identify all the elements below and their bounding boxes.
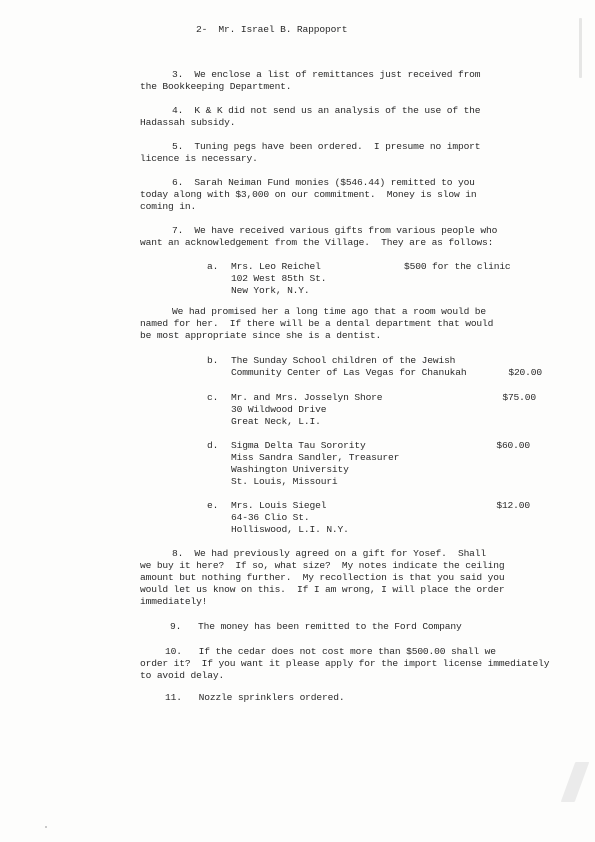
item-9: 9. The money has been remitted to the Ford Company (170, 621, 462, 632)
gift-a-line-3: New York, N.Y. (231, 285, 310, 296)
gift-a-note-line-2: named for her. If there will be a dental department that would (140, 318, 494, 329)
gift-a-line-2: 102 West 85th St. (231, 273, 327, 284)
item-5-line-2: licence is necessary. (140, 153, 258, 164)
item-6-line-2: today along with $3,000 on our commitment. Money is slow in (140, 189, 477, 200)
gift-b-amount: $20.00 (508, 367, 542, 378)
gift-a-amount: $500 for the clinic (404, 261, 511, 272)
gift-c-line-2: 30 Wildwood Drive (231, 404, 327, 415)
item-10-line-2: order it? If you want it please apply for the import license immediately (140, 658, 550, 669)
item-7-line-2: want an acknowledgement from the Village. They are as follows: (140, 237, 494, 248)
gift-d-line-2: Miss Sandra Sandler, Treasurer (231, 452, 400, 463)
gift-a-letter: a. (207, 261, 219, 272)
gift-e-line-3: Holliswood, L.I. N.Y. (231, 524, 349, 535)
item-8-line-4: would let us know on this. If I am wrong, I will place the order (140, 584, 505, 595)
gift-a-line-1: Mrs. Leo Reichel (231, 261, 321, 272)
gift-e-line-1: Mrs. Louis Siegel (231, 500, 327, 511)
item-3-line-2: the Bookkeeping Department. (140, 81, 292, 92)
gift-d-line-4: St. Louis, Missouri (231, 476, 338, 487)
gift-e-line-2: 64-36 Clio St. (231, 512, 310, 523)
gift-d-line-3: Washington University (231, 464, 349, 475)
gift-c-line-3: Great Neck, L.I. (231, 416, 321, 427)
gift-c-letter: c. (207, 392, 219, 403)
gift-a-note-line-1: We had promised her a long time ago that a room would be (172, 306, 487, 317)
item-5-line-1: 5. Tuning pegs have been ordered. I presume no import (172, 141, 481, 152)
gift-d-line-1: Sigma Delta Tau Sorority (231, 440, 366, 451)
gift-c-amount: $75.00 (502, 392, 536, 403)
item-8-line-1: 8. We had previously agreed on a gift for Yosef. Shall (172, 548, 487, 559)
item-8-line-3: amount but nothing further. My recollection is that you said you (140, 572, 505, 583)
item-4-line-2: Hadassah subsidy. (140, 117, 236, 128)
gift-b-letter: b. (207, 355, 219, 366)
gift-a-note-line-3: be most appropriate since she is a dentist. (140, 330, 382, 341)
page-header: 2- Mr. Israel B. Rappoport (196, 24, 348, 35)
scan-dot (45, 826, 47, 828)
item-10-line-3: to avoid delay. (140, 670, 225, 681)
scan-corner-mark (561, 762, 590, 802)
item-6-line-1: 6. Sarah Neiman Fund monies ($546.44) remitted to you (172, 177, 475, 188)
item-8-line-5: immediately! (140, 596, 208, 607)
item-4-line-1: 4. K & K did not send us an analysis of the use of the (172, 105, 481, 116)
gift-e-letter: e. (207, 500, 219, 511)
gift-b-line-1: The Sunday School children of the Jewish (231, 355, 456, 366)
scan-edge-mark (579, 18, 582, 78)
gift-c-line-1: Mr. and Mrs. Josselyn Shore (231, 392, 383, 403)
gift-b-line-2: Community Center of Las Vegas for Chanukah (231, 367, 467, 378)
item-8-line-2: we buy it here? If so, what size? My notes indicate the ceiling (140, 560, 505, 571)
item-10-line-1: 10. If the cedar does not cost more than $500.00 shall we (165, 646, 496, 657)
item-3-line-1: 3. We enclose a list of remittances just received from (172, 69, 481, 80)
item-6-line-3: coming in. (140, 201, 197, 212)
gift-d-amount: $60.00 (496, 440, 530, 451)
item-7-line-1: 7. We have received various gifts from various people who (172, 225, 498, 236)
gift-e-amount: $12.00 (496, 500, 530, 511)
item-11: 11. Nozzle sprinklers ordered. (165, 692, 345, 703)
gift-d-letter: d. (207, 440, 219, 451)
